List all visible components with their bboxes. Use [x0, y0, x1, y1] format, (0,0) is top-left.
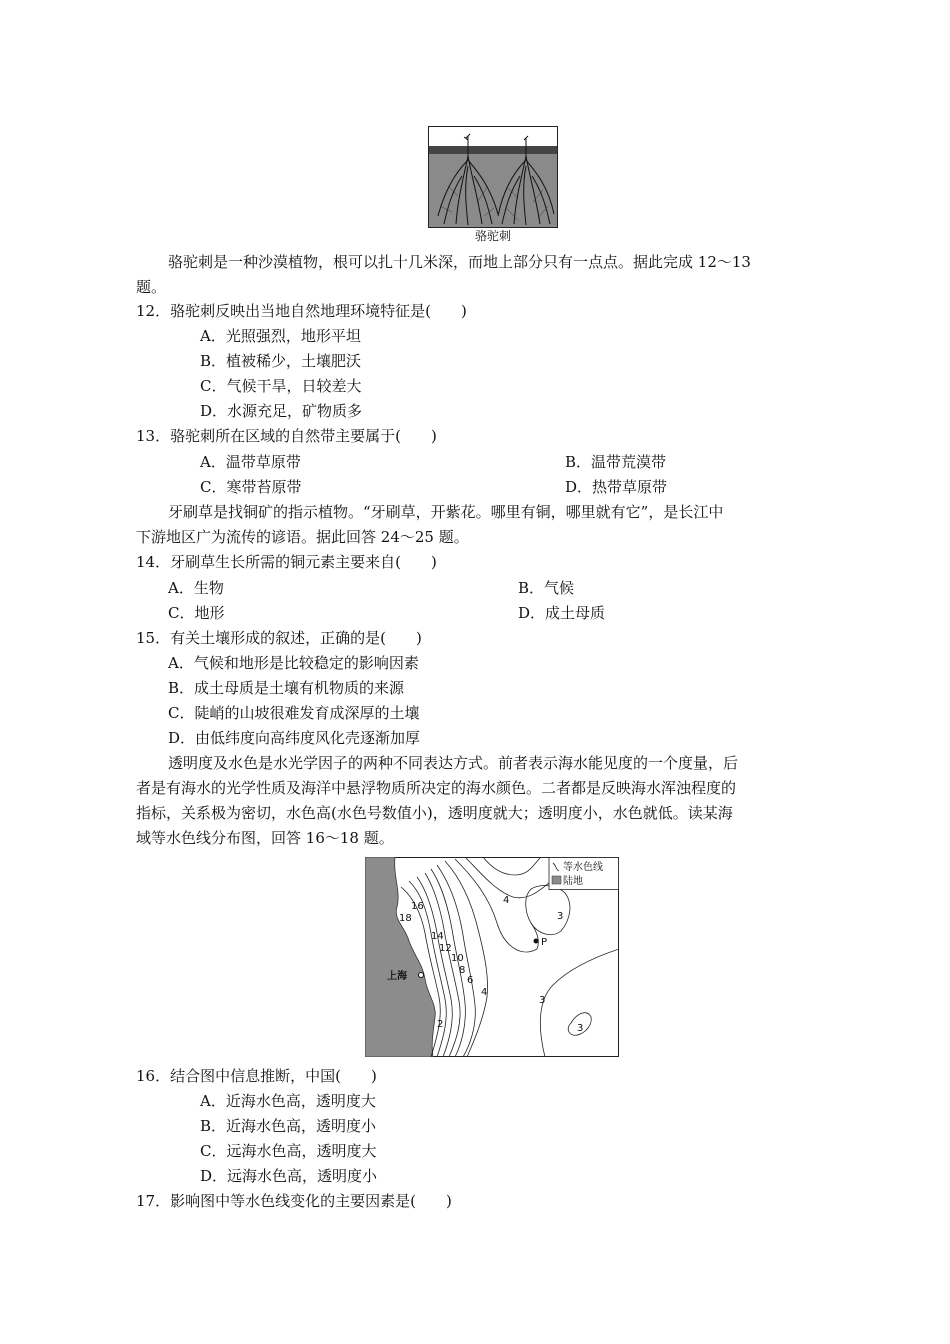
- intro-paragraph-line: 域等水色线分布图，回答 16～18 题。: [136, 829, 394, 847]
- intro-paragraph-line: 牙刷草是找铜矿的指示植物。“牙刷草，开紫花。哪里有铜，哪里就有它”，是长江中: [168, 503, 724, 521]
- question-14-option-c: C．地形: [168, 604, 225, 622]
- contour-label: 3: [557, 911, 564, 922]
- legend-contour-label: 等水色线: [563, 862, 603, 873]
- question-14-stem: 14．牙刷草生长所需的铜元素主要来自( ): [136, 553, 437, 571]
- question-13-option-d: D．热带草原带: [565, 478, 668, 496]
- question-15-stem: 15．有关土壤形成的叙述，正确的是( ): [136, 629, 422, 647]
- camel-thorn-figure: [428, 126, 558, 228]
- intro-paragraph-line: 下游地区广为流传的谚语。据此回答 24～25 题。: [136, 528, 469, 546]
- contour-label: 4: [503, 895, 510, 906]
- question-13-option-a: A．温带草原带: [200, 453, 301, 471]
- question-16-option-b: B．近海水色高，透明度小: [200, 1117, 377, 1135]
- question-17-stem: 17．影响图中等水色线变化的主要因素是( ): [136, 1192, 452, 1210]
- contour-label: 12: [439, 943, 452, 954]
- contour-label: 16: [411, 901, 424, 912]
- contour-label: 10: [451, 953, 464, 964]
- question-12-option-c: C．气候干旱，日较差大: [200, 377, 362, 395]
- question-12-stem: 12．骆驼刺反映出当地自然地理环境特征是( ): [136, 302, 467, 320]
- question-14-option-d: D．成土母质: [518, 604, 606, 622]
- shanghai-marker: [419, 973, 424, 978]
- question-15-option-b: B．成土母质是土壤有机物质的来源: [168, 679, 405, 697]
- question-13-stem: 13．骆驼刺所在区域的自然带主要属于( ): [136, 427, 437, 445]
- question-15-option-d: D．由低纬度向高纬度风化壳逐渐加厚: [168, 729, 421, 747]
- point-p-label: P: [541, 937, 548, 948]
- question-15-option-c: C．陡峭的山坡很难发育成深厚的土壤: [168, 704, 420, 722]
- water-color-map: [365, 857, 619, 1057]
- intro-paragraph-line: 透明度及水色是水光学因子的两种不同表达方式。前者表示海水能见度的一个度量，后: [168, 754, 739, 772]
- contour-label: 14: [431, 931, 444, 942]
- contour-label: 3: [539, 995, 546, 1006]
- question-13-option-b: B．温带荒漠带: [565, 453, 667, 471]
- question-14-option-b: B．气候: [518, 579, 575, 597]
- point-p-marker: [534, 939, 539, 944]
- map-legend: [549, 858, 619, 890]
- contour-label: 2: [437, 1019, 444, 1030]
- intro-paragraph-line: 者是有海水的光学性质及海洋中悬浮物质所决定的海水颜色。二者都是反映海水浑浊程度的: [136, 779, 737, 797]
- intro-paragraph-line: 指标，关系极为密切，水色高(水色号数值小)，透明度就大；透明度小，水色就低。读某海: [136, 804, 733, 822]
- question-15-option-a: A．气候和地形是比较稳定的影响因素: [168, 654, 419, 672]
- question-16-stem: 16．结合图中信息推断，中国( ): [136, 1067, 377, 1085]
- intro-paragraph-line: 骆驼刺是一种沙漠植物，根可以扎十几米深，而地上部分只有一点点。据此完成 12～13: [168, 253, 751, 271]
- question-16-option-a: A．近海水色高，透明度大: [200, 1092, 376, 1110]
- legend-land-label: 陆地: [563, 876, 583, 887]
- question-13-option-c: C．寒带苔原带: [200, 478, 302, 496]
- figure-caption: 骆驼刺: [474, 229, 511, 243]
- contour-label: 18: [399, 913, 412, 924]
- contour-label: 6: [467, 975, 474, 986]
- question-16-option-c: C．远海水色高，透明度大: [200, 1142, 377, 1160]
- contour-label: 3: [577, 1023, 584, 1034]
- contour-label: 4: [481, 987, 488, 998]
- contour-label: 8: [459, 965, 466, 976]
- question-12-option-d: D．水源充足，矿物质多: [200, 402, 363, 420]
- city-label: 上海: [387, 971, 407, 982]
- question-12-option-b: B．植被稀少，土壤肥沃: [200, 352, 362, 370]
- question-16-option-d: D．远海水色高，透明度小: [200, 1167, 378, 1185]
- intro-paragraph-line: 题。: [136, 278, 167, 296]
- land-legend-swatch: [552, 876, 561, 884]
- question-14-option-a: A．生物: [168, 579, 224, 597]
- question-12-option-a: A．光照强烈，地形平坦: [200, 327, 361, 345]
